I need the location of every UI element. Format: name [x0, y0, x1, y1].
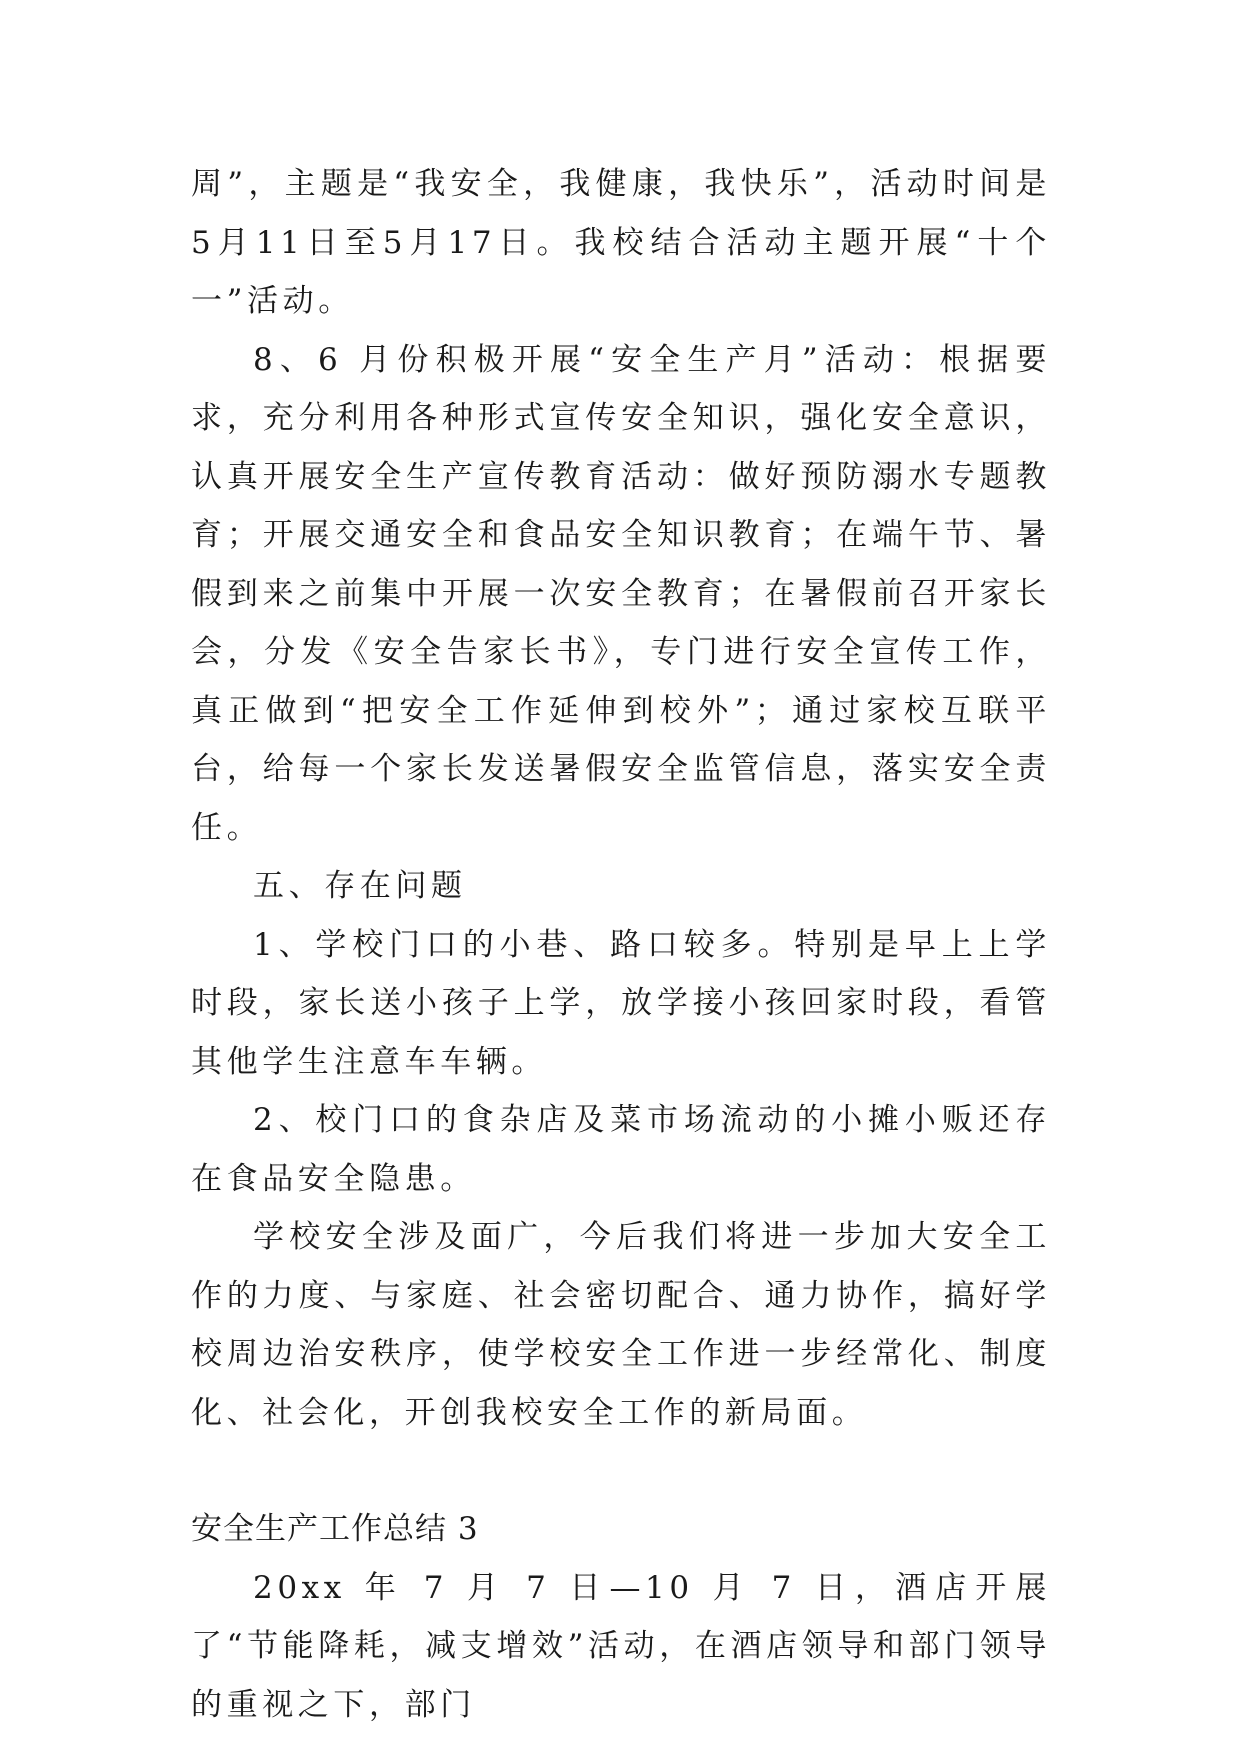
- paragraph-problem-1: 1、学校门口的小巷、路口较多。特别是早上上学时段，家长送小孩子上学，放学接小孩回家时段，看管其他学生注意车车辆。: [191, 926, 1051, 1080]
- paragraph-safety-month: 8、6 月份积极开展“安全生产月”活动：根据要求，充分利用各种形式宣传安全知识，强化安全意识，认真开展安全生产宣传教育活动：做好预防溺水专题教育；开展交通安全和食品安全知识教育；在端午节、暑假到来之前集中开展一次安全教育；在暑假前召开家长会，分发《安全告家长书》，专门进行安全宣传工作，真正做到“把安全工作延伸到校外”；通过家校互联平台，给每一个家长发送暑假安全监管信息，落实安全责任。: [191, 341, 1051, 846]
- section-title: 安全生产工作总结 3: [191, 1511, 479, 1547]
- document-page: [191, 155, 1051, 1734]
- section-spacer: [191, 1442, 1051, 1500]
- heading-existing-problems: 五、存在问题: [253, 868, 467, 904]
- paragraph-conclusion: 学校安全涉及面广，今后我们将进一步加大安全工作的力度、与家庭、社会密切配合、通力协作，搞好学校周边治安秩序，使学校安全工作进一步经常化、制度化、社会化，开创我校安全工作的新局面。: [191, 1219, 1051, 1431]
- paragraph-problem-2: 2、校门口的食杂店及菜市场流动的小摊小贩还存在食品安全隐患。: [191, 1102, 1051, 1197]
- paragraph-hotel-activity: 20xx 年 7 月 7 日—10 月 7 日，酒店开展了“节能降耗，减支增效”活动，在酒店领导和部门领导的重视之下，部门: [191, 1569, 1051, 1723]
- paragraph-activity-week: 周”，主题是“我安全，我健康，我快乐”，活动时间是5月11日至5月17日。我校结合活动主题开展“十个一”活动。: [191, 166, 1051, 319]
